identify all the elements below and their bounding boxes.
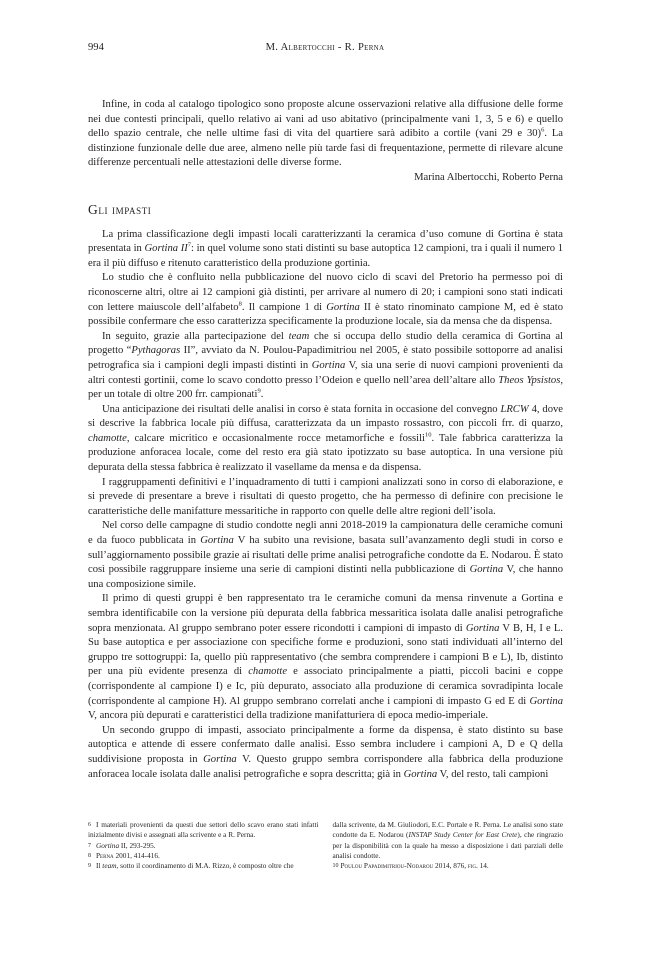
- italic-run: Gortina: [311, 359, 346, 371]
- footnote-number: 10: [332, 863, 339, 870]
- footnotes-left-column: [88, 820, 319, 871]
- footnote-9: [88, 861, 319, 871]
- italic-run: Gortina: [469, 564, 504, 576]
- paragraph-4: [88, 403, 563, 476]
- italic-run: Pythagoras: [131, 345, 181, 357]
- paragraph-1: [88, 228, 563, 272]
- footnote-number: 7: [88, 842, 91, 849]
- running-head-authors: M. Albertocchi - R. Perna: [265, 42, 385, 53]
- footnote-text: , sotto il coordinamento di M.A. Rizzo, è composto oltre che: [116, 861, 294, 871]
- intro-paragraph: [88, 98, 563, 171]
- footnote-10: [333, 861, 564, 871]
- footnote-7: [88, 841, 319, 851]
- footnote-ref[interactable]: 7: [187, 241, 192, 249]
- footnote-text: ), che ringrazio per la disponibilità con la quale ha messo a disposizione i dati parziali delle analisi condotte.: [332, 830, 563, 860]
- text-run: Infine, in coda al catalogo tipologico sono proposte alcune osservazioni relative alla diffusione delle forme nei due contesti principali, quello relativo ai vani ad uso abitativo (principalmente vani 1, 3, 5 e 6) e quello dello spazio centrale, che nelle ultime fasi di vita del quartiere sarà adibito a cortile (vani 29 e 30): [88, 99, 563, 140]
- footnote-ref[interactable]: 9: [257, 387, 261, 395]
- paragraph-8: [88, 724, 563, 782]
- footnote-text: dalla scrivente, da M. Giuliodori, E.C. Portale e R. Perna. Le analisi sono state condotte da E. Nodarou (: [332, 820, 563, 840]
- text-run: II”, avviato da N. Poulou-Papadimitriou nel 2005, è stato possibile sottoporre ad analisi petrografica sia i campioni degli impasti distinti in: [88, 345, 563, 371]
- footnote-ref[interactable]: 8: [238, 300, 242, 307]
- italic-run: chamotte: [248, 666, 288, 678]
- text-run: .: [260, 389, 264, 401]
- footnote-6: [88, 820, 319, 841]
- text-run: La prima classificazione degli impasti locali caratterizzanti la ceramica d’uso comune di Gortina è stata presentata in: [88, 228, 563, 255]
- text-run: Nel corso delle campagne di studio condotte negli anni 2018-2019 la campionatura delle ceramiche comuni e da fuoco pubblicata in: [88, 520, 563, 547]
- footnotes: [88, 820, 563, 871]
- text-run: . Il campione 1 di: [241, 301, 327, 313]
- section-heading: Gli impasti: [88, 201, 152, 217]
- text-run: 4, dove si descrive la fabbrica locale più diffusa, caratterizzata da un impasto rossastro, con piccoli frr. di quarzo,: [88, 403, 563, 430]
- footnote-ref[interactable]: 10: [425, 431, 432, 439]
- paragraph-5: [88, 476, 563, 520]
- italic-run: Gortina: [200, 535, 234, 547]
- text-run: . Tale fabbrica caratterizza la produzione anforacea locale, come del resto era già stato ipotizzato su base autoptica. In una versione più depurata della stessa fabbrica è realizzato il vasellame da mensa e da dispensa.: [88, 432, 563, 474]
- italic-run: Theos Ypsistos: [498, 374, 561, 386]
- text-run: , calcare micritico e occasionalmente rocce metamorfiche e fossili: [126, 432, 425, 444]
- italic-run: team: [102, 861, 117, 871]
- footnote-text: Poulou Papadimitriou-Nodarou 2014, 876, fig. 14.: [340, 861, 489, 871]
- text-run: V, che hanno una composizione simile.: [88, 564, 563, 590]
- italic-run: LRCW: [500, 403, 529, 415]
- italic-run: Gortina: [326, 301, 360, 313]
- italic-run: chamotte: [88, 432, 127, 444]
- running-header: [88, 42, 562, 58]
- body-text: [88, 98, 563, 782]
- italic-run: Gortina: [203, 753, 237, 765]
- text-run: : in quel volume sono stati distinti su base autoptica 12 campioni, tra i quali il numero 1 era il più diffuso e ritenuto caratteristico della produzione gortinia.: [88, 243, 563, 269]
- text-run: che si occupa dello studio della ceramica di Gortina al progetto “: [88, 330, 563, 357]
- footnote-number: 9: [88, 863, 91, 870]
- text-run: , per un totale di oltre 200 frr. campionati: [88, 374, 564, 401]
- footnotes-right-column: [333, 820, 564, 871]
- italic-run: INSTAP Study Center for East Crete: [408, 830, 518, 840]
- text-run: II è stato rinominato campione M, ed è stato possibile confermare che esso caratterizza specificamente la produzione locale, sia da mensa che da dispensa.: [88, 301, 563, 328]
- text-run: e associato principalmente a piatti, piccoli bacini e coppe (corrispondente al campione I) e Ic, più depurato, associato alla produzione di ceramica sovradipinta locale (corrispondente al campione H). Al gruppo sembrano correlati anche i campioni di impasto G ed E di: [88, 666, 563, 707]
- text-run: V, ancora più depurati e caratteristici della tradizione manifatturiera di epoca medio-imperiale.: [88, 710, 489, 722]
- paragraph-7: [88, 592, 563, 723]
- footnote-text: II, 293-295.: [119, 840, 156, 850]
- text-run: Lo studio che è confluito nella pubblicazione del nuovo ciclo di scavi del Pretorio ha permesso poi di riconoscerne altri, oltre ai 12 campioni già distinti, per arrivare al numero di 20; i campioni sono stati indicati con lettere maiuscole dell’alfabeto: [88, 272, 563, 313]
- footnote-number: 6: [88, 822, 91, 828]
- italic-run: team: [288, 330, 310, 342]
- italic-run: Gortina: [403, 768, 438, 780]
- text-run: . La distinzione funzionale delle due aree, almeno nelle più tarde fasi di frequentazione, permette di rilevare alcune differenze percentuali nelle attestazioni delle diverse forme.: [88, 128, 563, 169]
- text-run: I raggruppamenti definitivi e l’inquadramento di tutti i campioni analizzati sono in corso di elaborazione, e si prevede di presentare a breve i risultati di questo progetto, che ha permesso di definire con precisione le caratteristiche delle manifatture messaritiche in rapporto con quelle delle altre regioni dell’isola.: [88, 476, 563, 517]
- footnote-ref[interactable]: 6: [541, 126, 545, 134]
- text-run: V B, H, I e L. Su base autoptica e per associazione con specifiche forme e produzioni, sono stati individuati all’interno del gruppo tre sottogruppi: Ia, quello più rappresentativo (che sembra comprendere i campioni B e L), Ib, distinto per una più evidente presenza di: [88, 622, 563, 678]
- italic-run: Gortina: [96, 840, 120, 850]
- italic-run: Gortina: [465, 622, 500, 634]
- text-run: In seguito, grazie alla partecipazione del: [102, 330, 289, 342]
- footnote-text: Il: [96, 861, 103, 871]
- paragraph-3: [88, 330, 563, 403]
- footnote-text: Perna 2001, 414-416.: [96, 850, 160, 860]
- page-number: 994: [88, 42, 104, 53]
- text-run: V ha subito una revisione, basata sull’avanzamento degli studi in corso e sull’aggiornamento possibile grazie ai risultati delle prime analisi petrografiche condotte da E. Nodarou. È stato così possibile raggruppare insieme una serie di campioni distinti nella pubblicazione di: [88, 535, 563, 576]
- italic-run: Gortina II: [144, 243, 188, 255]
- footnote-text: I materiali provenienti da questi due settori dello scavo erano stati infatti inizialmente divisi e assegnati alla scrivente e a R. Perna.: [88, 820, 319, 840]
- text-run: Un secondo gruppo di impasti, associato principalmente a forme da dispensa, è stato distinto su base autoptica e attende di essere confermato dalle analisi. Esso sembra includere i campioni A, D e Q della suddivisione proposta in: [88, 724, 563, 765]
- signature: Marina Albertocchi, Roberto Perna: [414, 171, 563, 183]
- text-run: V, sia una serie di nuovi campioni provenienti da altri contesti gortinii, come lo scavo condotto presso l’Odeion e quello nell’area dell’altare allo: [88, 359, 563, 386]
- text-run: Una anticipazione dei risultati delle analisi in corso è stata fornita in occasione del convegno: [102, 403, 501, 415]
- footnote-number: 8: [88, 852, 91, 859]
- paragraph-2: [88, 271, 563, 329]
- paragraph-6: [88, 519, 563, 592]
- footnote-8: [88, 851, 319, 861]
- italic-run: Gortina: [529, 695, 563, 707]
- text-run: Il primo di questi gruppi è ben rappresentato tra le ceramiche comuni da mensa rinvenute a Gortina e sembra identificabile con la versione più depurata della fabbrica messaritica isolata dalle analisi petrografiche sopra menzionata. Al gruppo sembrano poter essere ricondotti i campioni di impasto di: [88, 593, 563, 634]
- text-run: V, del resto, tali campioni: [437, 768, 549, 780]
- footnote-9-continued: [333, 820, 564, 861]
- text-run: V. Questo gruppo sembra corrispondere alla fabbrica della produzione anforacea locale isolata dalle analisi petrografiche e sopra descritta; già in: [88, 753, 564, 780]
